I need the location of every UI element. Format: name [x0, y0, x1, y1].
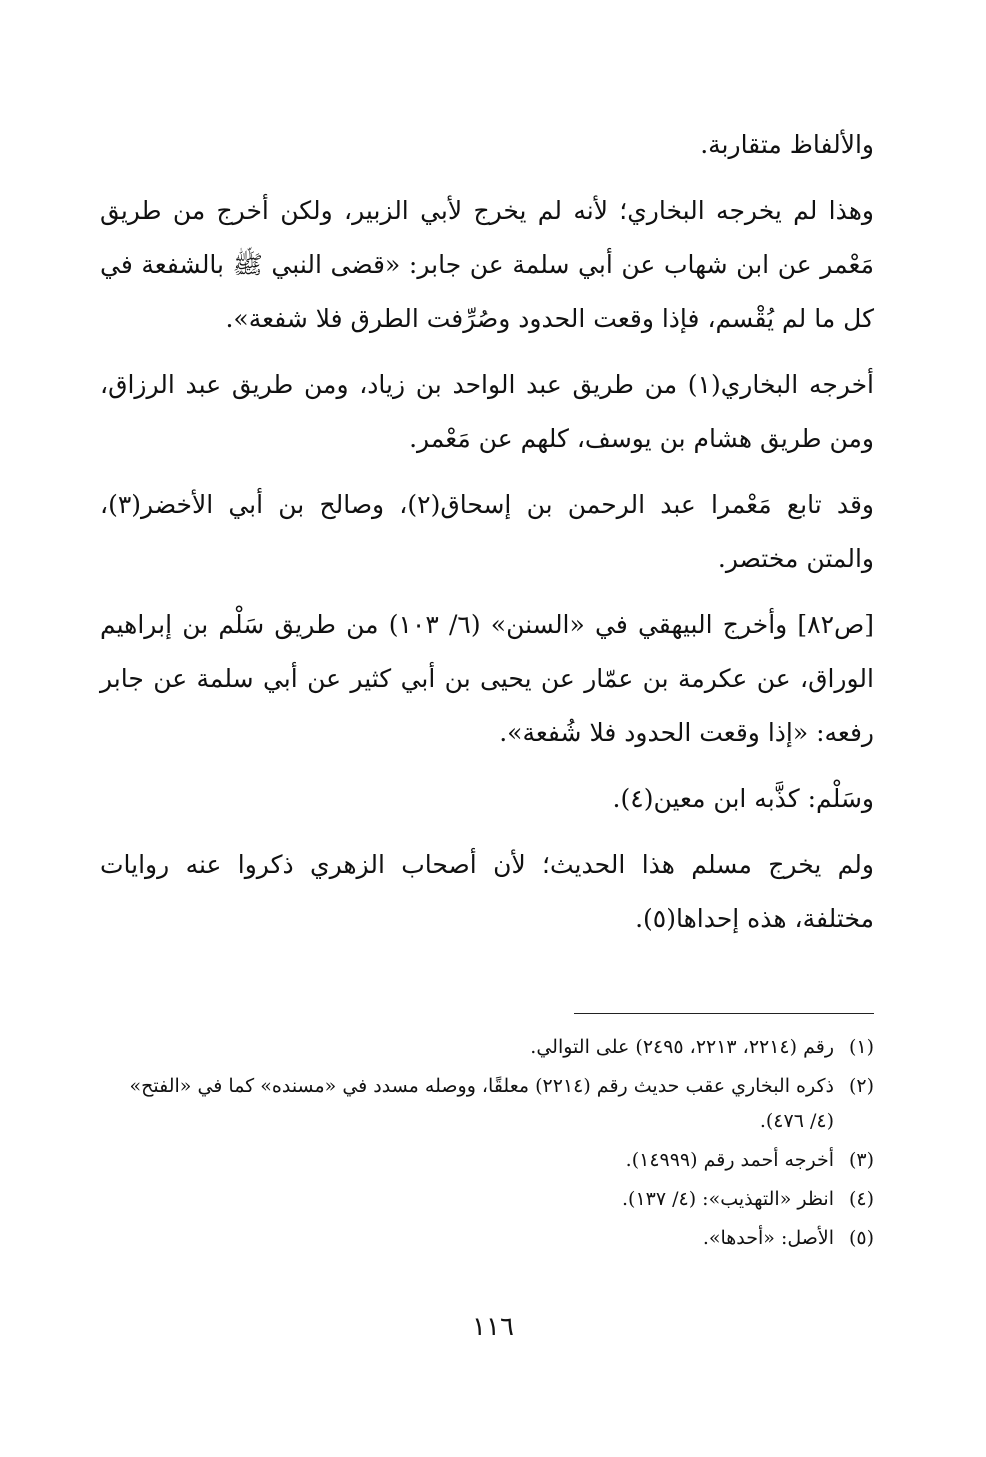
- footnote-text: الأصل: «أحدها».: [702, 1227, 834, 1249]
- footnote-number: (٥): [848, 1227, 874, 1249]
- paragraph-3: أخرجه البخاري(١) من طريق عبد الواحد بن زياد، ومن طريق عبد الرزاق، ومن طريق هشام بن يوسف، كلهم عن مَعْمر.: [100, 370, 874, 453]
- footnote-number: (٣): [848, 1149, 874, 1171]
- footnote-text: ذكره البخاري عقب حديث رقم (٢٢١٤) معلقًا، ووصله مسدد في «مسنده» كما في «الفتح» (٤/ ٤٧٦).: [129, 1075, 834, 1132]
- paragraph-1: والألفاظ متقاربة.: [700, 130, 874, 159]
- paragraph-4: وقد تابع مَعْمرا عبد الرحمن بن إسحاق(٢)، وصالح بن أبي الأخضر(٣)، والمتن مختصر.: [100, 490, 874, 573]
- footnote-number: (٢): [848, 1075, 874, 1097]
- paragraph-2: وهذا لم يخرجه البخاري؛ لأنه لم يخرج لأبي الزبير، ولكن أخرج من طريق مَعْمر عن ابن شهاب عن أبي سلمة عن جابر: «قضى النبي ﷺ بالشفعة في كل ما لم يُقْسم، فإذا وقعت الحدود وصُرِّفت الطرق فلا شفعة».: [100, 196, 874, 333]
- footnote-number: (١): [848, 1036, 874, 1058]
- footnote-text: أخرجه أحمد رقم (١٤٩٩٩).: [625, 1149, 834, 1171]
- main-text: [100, 118, 874, 958]
- footnote-separator: [574, 1013, 874, 1014]
- paragraph-5: [ص٨٢] وأخرج البيهقي في «السنن» (٦/ ١٠٣) من طريق سَلْم بن إبراهيم الوراق، عن عكرمة بن عمّار عن يحيى بن أبي كثير عن أبي سلمة عن جابر رفعه: «إذا وقعت الحدود فلا شُفعة».: [100, 610, 874, 747]
- footnotes: [100, 1030, 874, 1260]
- page-number: ١١٦: [472, 1312, 514, 1342]
- footnote-4: [100, 1182, 874, 1217]
- footnote-text: انظر «التهذيب»: (٤/ ١٣٧).: [621, 1188, 834, 1210]
- footnote-5: [100, 1221, 874, 1256]
- footnote-text: رقم (٢٢١٤، ٢٢١٣، ٢٤٩٥) على التوالي.: [530, 1036, 834, 1058]
- footnote-number: (٤): [848, 1188, 874, 1210]
- footnote-2: [100, 1069, 874, 1139]
- paragraph-6: وسَلْم: كذَّبه ابن معين(٤).: [612, 784, 874, 813]
- paragraph-7: ولم يخرج مسلم هذا الحديث؛ لأن أصحاب الزهري ذكروا عنه روايات مختلفة، هذه إحداها(٥).: [100, 850, 874, 933]
- footnote-1: [100, 1030, 874, 1065]
- footnote-3: [100, 1143, 874, 1178]
